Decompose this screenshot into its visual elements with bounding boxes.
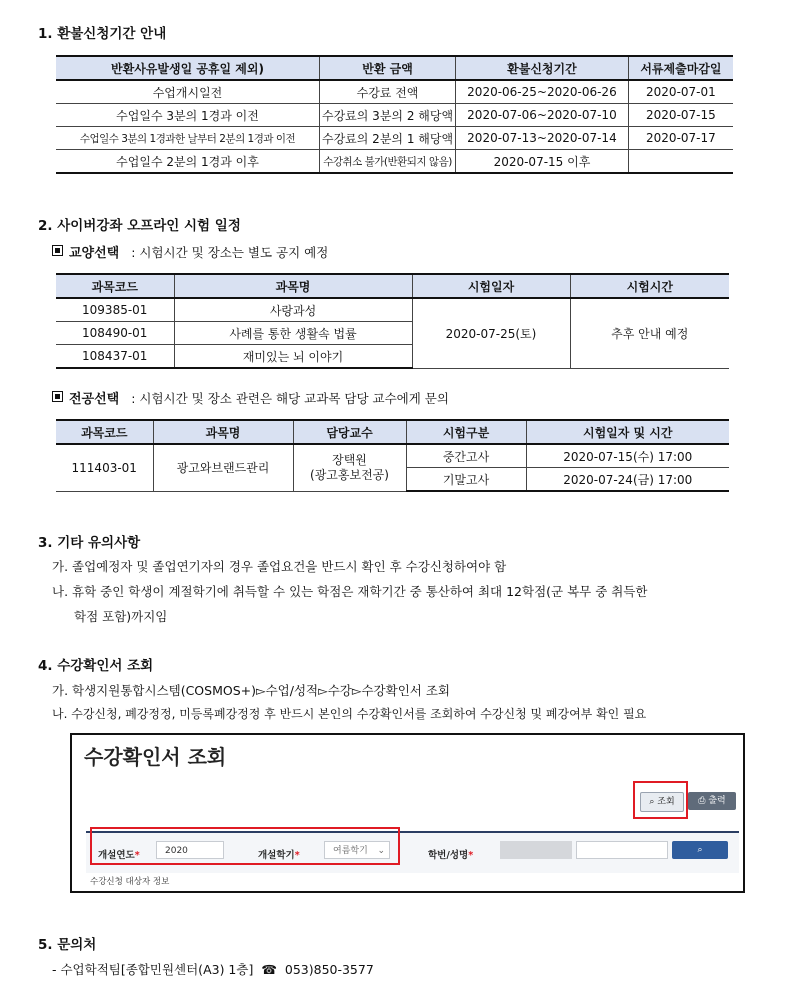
table-row	[56, 80, 733, 104]
section-5-title: 5. 문의처	[38, 937, 97, 953]
term-label: 개설학기*	[258, 850, 300, 861]
refund-table	[56, 55, 733, 174]
col-header: 서류제출마감일	[628, 56, 733, 80]
cell: 기말고사	[406, 468, 526, 492]
col-header: 환불신청기간	[456, 56, 629, 80]
section-4-title: 4. 수강확인서 조회	[38, 658, 154, 674]
col-header: 반환사유발생일 공휴일 제외)	[56, 56, 320, 80]
cell: 2020-07-15(수) 17:00	[526, 444, 729, 468]
liberal-subheading	[52, 242, 328, 261]
guide-item: 나. 수강신청, 폐강정정, 미등록폐강정정 후 반드시 본인의 수강확인서를 조회하여 수강신청 및 폐강여부 확인 필요	[52, 707, 647, 721]
screenshot-panel	[70, 733, 745, 893]
cell: 2020-07-24(금) 17:00	[526, 468, 729, 492]
major-label: 전공선택	[69, 392, 120, 407]
cell: 2020-07-15	[628, 104, 733, 127]
contact-phone: 053)850-3577	[284, 962, 374, 977]
cell: 수업일수 3분의 1경과 이전	[56, 104, 320, 127]
cell: 2020-07-01	[628, 80, 733, 104]
printer-icon: ⎙	[698, 796, 706, 806]
form-search-button[interactable]	[672, 841, 728, 859]
major-subheading	[52, 388, 449, 407]
liberal-note: : 시험시간 및 장소는 별도 공지 예정	[131, 245, 329, 260]
panel-title: 수강확인서 조회	[84, 745, 227, 769]
col-header: 과목코드	[56, 420, 153, 444]
note-item-cont: 학점 포함)까지임	[74, 609, 168, 624]
table-row	[56, 150, 733, 174]
print-button[interactable]: ⎙ 출력	[688, 792, 736, 810]
cell: 수강료의 3분의 2 해당액	[320, 104, 456, 127]
square-bullet-icon	[52, 245, 63, 256]
professor-name: 장택원	[332, 452, 367, 467]
table-row	[56, 127, 733, 150]
cell: 108437-01	[56, 345, 174, 369]
cell: 중간고사	[406, 444, 526, 468]
cell	[628, 150, 733, 174]
professor	[293, 444, 406, 491]
cell: 2020-07-13~2020-07-14	[456, 127, 629, 150]
liberal-label: 교양선택	[69, 246, 120, 261]
cell: 2020-07-06~2020-07-10	[456, 104, 629, 127]
table-row	[56, 444, 729, 468]
cell: 109385-01	[56, 298, 174, 322]
col-header: 과목명	[153, 420, 293, 444]
cell: 수강취소 불가(반환되지 않음)	[320, 150, 456, 174]
cell: 2020-07-15 이후	[456, 150, 629, 174]
col-header: 담당교수	[293, 420, 406, 444]
note-item: 가. 졸업예정자 및 졸업연기자의 경우 졸업요건을 반드시 확인 후 수강신청하여야 함	[52, 559, 507, 574]
course-code: 111403-01	[56, 444, 153, 491]
search-button[interactable]: ⌕ 조회	[640, 792, 684, 812]
major-note: : 시험시간 및 장소 관련은 해당 교과목 담당 교수에게 문의	[131, 391, 449, 406]
id-input-masked[interactable]	[500, 841, 572, 859]
cell: 수강료의 2분의 1 해당액	[320, 127, 456, 150]
chevron-down-icon: ⌄	[377, 846, 385, 856]
section-3-title: 3. 기타 유의사항	[38, 535, 141, 551]
professor-dept: (광고홍보전공)	[310, 467, 389, 482]
col-header: 반환 금액	[320, 56, 456, 80]
major-exam-table	[56, 419, 729, 492]
col-header: 시험구분	[406, 420, 526, 444]
cell: 사례를 통한 생활속 법률	[174, 322, 412, 345]
cell: 2020-07-17	[628, 127, 733, 150]
year-input[interactable]: 2020	[156, 841, 224, 859]
search-icon: ⌕	[697, 845, 703, 855]
cell: 재미있는 뇌 이야기	[174, 345, 412, 369]
exam-time: 추후 안내 예정	[570, 298, 729, 368]
section-2-title: 2. 사이버강좌 오프라인 시험 일정	[38, 218, 241, 234]
col-header: 시험일자	[412, 274, 570, 298]
guide-item: 가. 학생지원통합시스템(COSMOS+)▻수업/성적▻수강▻수강확인서 조회	[52, 683, 450, 698]
cell: 사랑과성	[174, 298, 412, 322]
col-header: 과목코드	[56, 274, 174, 298]
search-icon: ⌕	[649, 797, 655, 807]
panel-footer: 수강신청 대상자 정보	[90, 877, 170, 887]
col-header: 시험일자 및 시간	[526, 420, 729, 444]
contact-office: - 수업학적팀[종합민원센터(A3) 1층]	[52, 962, 254, 977]
term-select[interactable]: 여름학기 ⌄	[324, 841, 390, 859]
cell: 108490-01	[56, 322, 174, 345]
square-bullet-icon	[52, 391, 63, 402]
note-item: 나. 휴학 중인 학생이 계절학기에 취득할 수 있는 학점은 재학기간 중 통산하여 최대 12학점(군 복무 중 취득한	[52, 584, 648, 599]
cell: 수업일수 3분의 1경과한 날부터 2분의 1경과 이전	[56, 127, 320, 150]
table-row	[56, 104, 733, 127]
cell: 수업개시일전	[56, 80, 320, 104]
cell: 수업일수 2분의 1경과 이후	[56, 150, 320, 174]
id-label: 학번/성명*	[428, 850, 474, 861]
liberal-exam-table	[56, 273, 729, 369]
name-input[interactable]	[576, 841, 668, 859]
section-1-title: 1. 환불신청기간 안내	[38, 26, 167, 42]
year-label: 개설연도*	[98, 850, 140, 861]
contact-line	[52, 960, 374, 978]
col-header: 시험시간	[570, 274, 729, 298]
cell: 2020-06-25~2020-06-26	[456, 80, 629, 104]
phone-icon: ☎	[261, 962, 277, 977]
col-header: 과목명	[174, 274, 412, 298]
cell: 수강료 전액	[320, 80, 456, 104]
exam-date: 2020-07-25(토)	[412, 298, 570, 368]
table-row	[56, 298, 729, 322]
highlight-box	[90, 827, 400, 865]
course-name: 광고와브랜드관리	[153, 444, 293, 491]
